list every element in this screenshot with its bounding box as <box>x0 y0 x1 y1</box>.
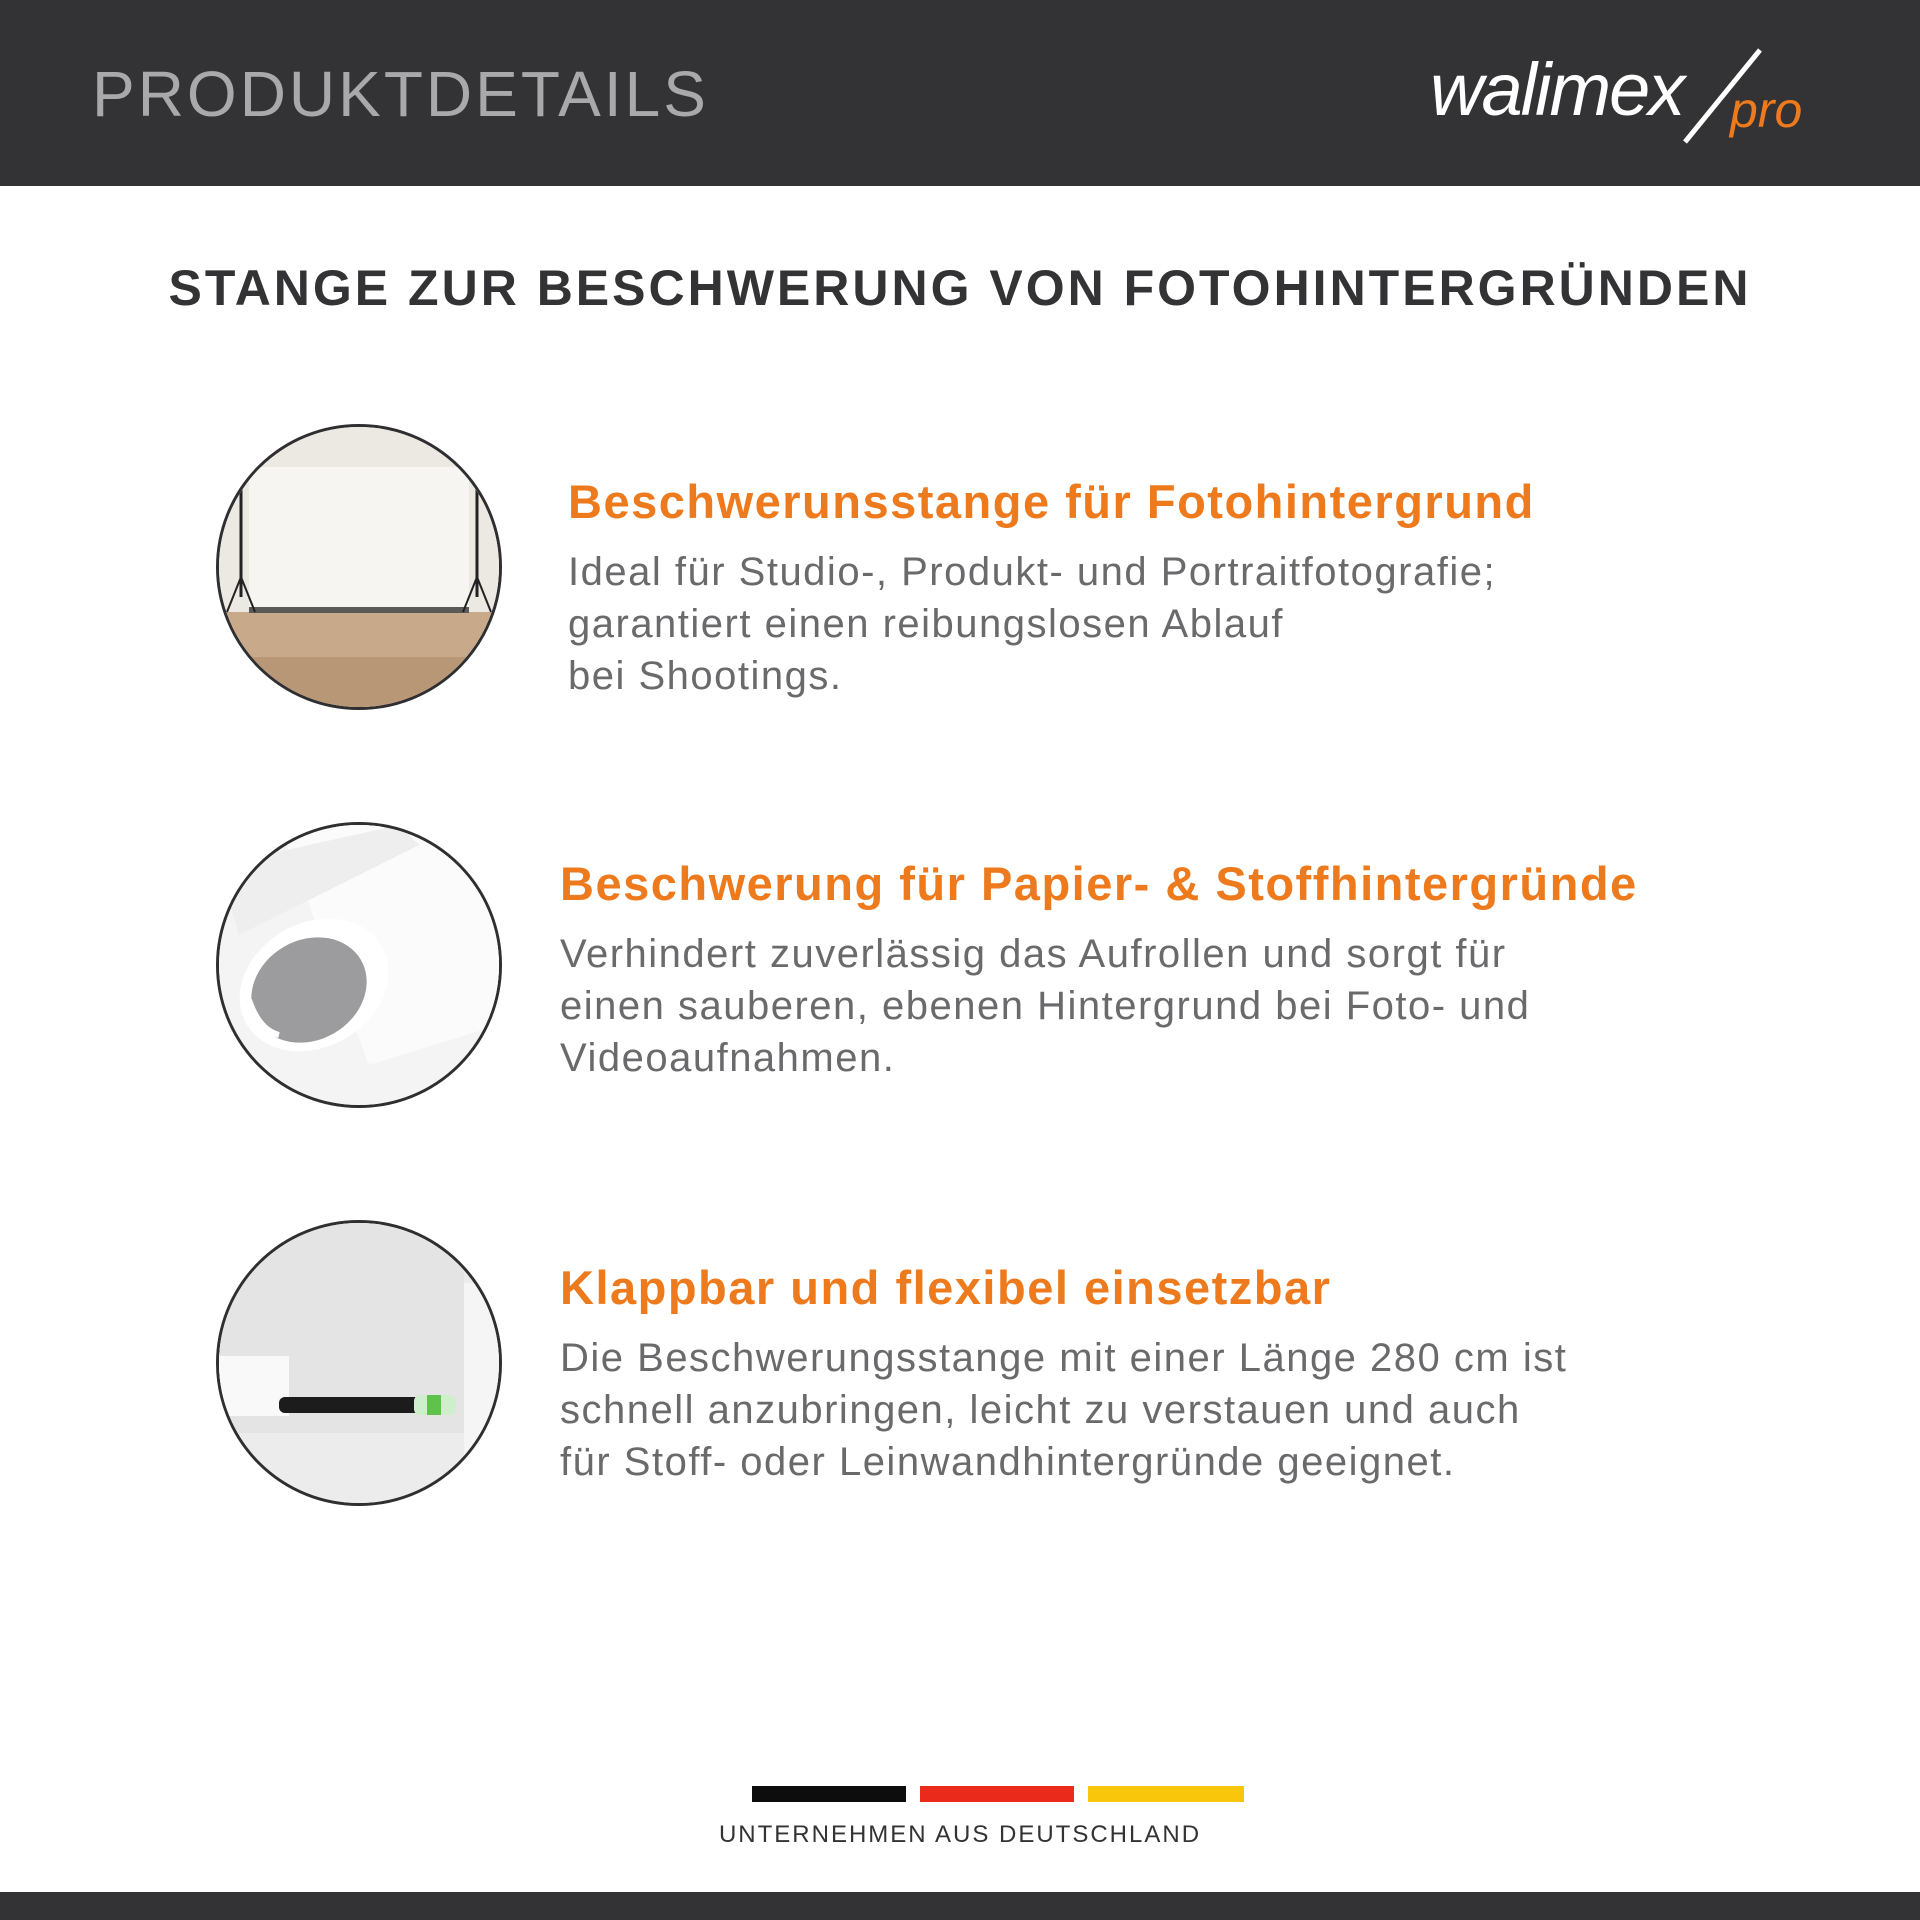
logo-wordmark: walimex <box>1430 48 1684 131</box>
feature-title: Klappbar und flexibel einsetzbar <box>560 1261 1332 1314</box>
feature-item <box>0 424 1920 724</box>
flag-stripe-gold <box>1088 1786 1244 1802</box>
feature-description <box>560 1332 1567 1488</box>
flag-stripe-black <box>752 1786 906 1802</box>
feature-title: Beschwerunsstange für Fotohintergrund <box>568 475 1535 528</box>
feature-description-line: einen sauberen, ebenen Hintergrund bei Foto- und <box>560 984 1531 1028</box>
bottom-bar <box>0 1892 1920 1920</box>
brand-logo <box>1430 40 1850 150</box>
flag-stripe-red <box>920 1786 1074 1802</box>
feature-description-line: Ideal für Studio-, Produkt- und Portraitfotografie; <box>568 550 1497 594</box>
feature-description-line: Verhindert zuverlässig das Aufrollen und sorgt für <box>560 932 1507 976</box>
feature-title: Beschwerung für Papier- & Stoffhintergründe <box>560 857 1638 910</box>
feature-description <box>560 928 1530 1084</box>
feature-item <box>0 822 1920 1122</box>
header-bar <box>0 0 1920 186</box>
feature-description-line: bei Shootings. <box>568 654 843 698</box>
paper-roll-photo <box>216 822 502 1108</box>
feature-item <box>0 1220 1920 1520</box>
feature-description-line: schnell anzubringen, leicht zu verstauen und auch <box>560 1388 1521 1432</box>
weight-bar-photo <box>216 1220 502 1506</box>
page-title: PRODUKTDETAILS <box>92 58 709 130</box>
feature-description-line: Videoaufnahmen. <box>560 1036 896 1080</box>
feature-description-line: garantiert einen reibungslosen Ablauf <box>568 602 1284 646</box>
feature-description <box>568 546 1496 702</box>
feature-description-line: für Stoff- oder Leinwandhintergründe geeignet. <box>560 1440 1456 1484</box>
main-heading: STANGE ZUR BESCHWERUNG VON FOTOHINTERGRÜNDEN <box>168 260 1752 316</box>
studio-backdrop-photo <box>216 424 502 710</box>
feature-description-line: Die Beschwerungsstange mit einer Länge 280 cm ist <box>560 1336 1568 1380</box>
company-origin-label: UNTERNEHMEN AUS DEUTSCHLAND <box>718 1821 1202 1848</box>
logo-suffix: pro <box>1730 82 1803 138</box>
